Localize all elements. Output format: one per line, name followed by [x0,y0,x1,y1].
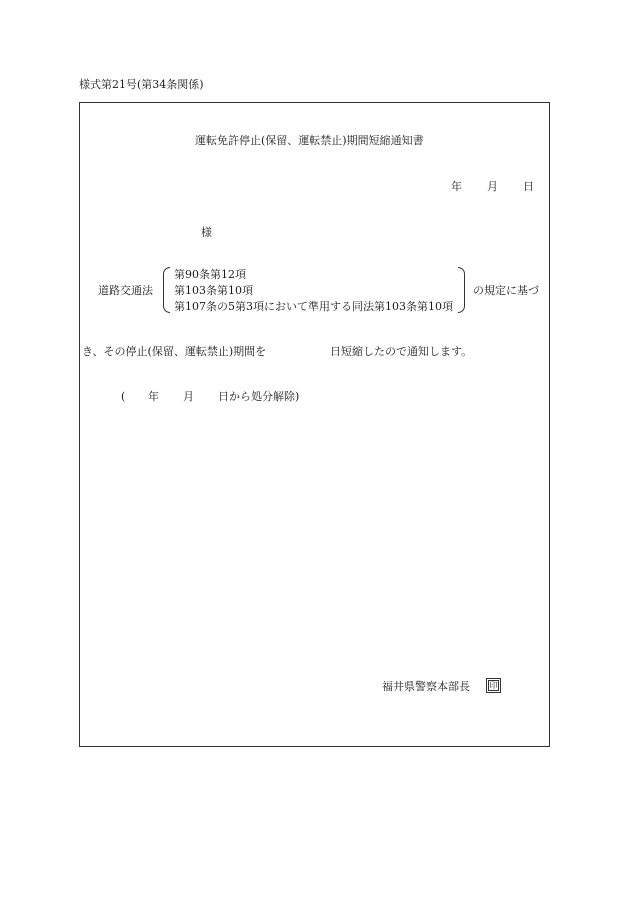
release-year-label: 年 [148,390,159,403]
continuation-text-part2: 日短縮したので通知します。 [330,345,473,358]
after-bracket-text: の規定に基づ [473,284,539,297]
date-day-label: 日 [523,180,534,193]
date-month-label: 月 [487,180,498,193]
law-name: 道路交通法 [98,284,153,297]
seal-mark: 印 [489,681,498,690]
date-year-label: 年 [451,180,462,193]
continuation-text-part1: き、その停止(保留、運転禁止)期間を [82,345,267,358]
release-open-paren: ( [121,390,126,403]
issuer-name: 福井県警察本部長 [382,680,470,693]
provision-item: 第90条第12項 [174,268,246,281]
right-bracket [458,267,465,313]
release-month-label: 月 [183,390,194,403]
form-number: 様式第21号(第34条関係) [79,78,204,91]
provision-item: 第107条の5第3項において準用する同法第103条第10項 [174,300,453,313]
left-bracket [163,267,170,313]
release-day-suffix: 日から処分解除) [218,390,300,403]
addressee-suffix: 様 [201,226,212,239]
seal-box [486,678,501,693]
document-frame [79,102,550,747]
document-title: 運転免許停止(保留、運転禁止)期間短縮通知書 [195,134,424,147]
provision-item: 第103条第10項 [174,284,253,297]
